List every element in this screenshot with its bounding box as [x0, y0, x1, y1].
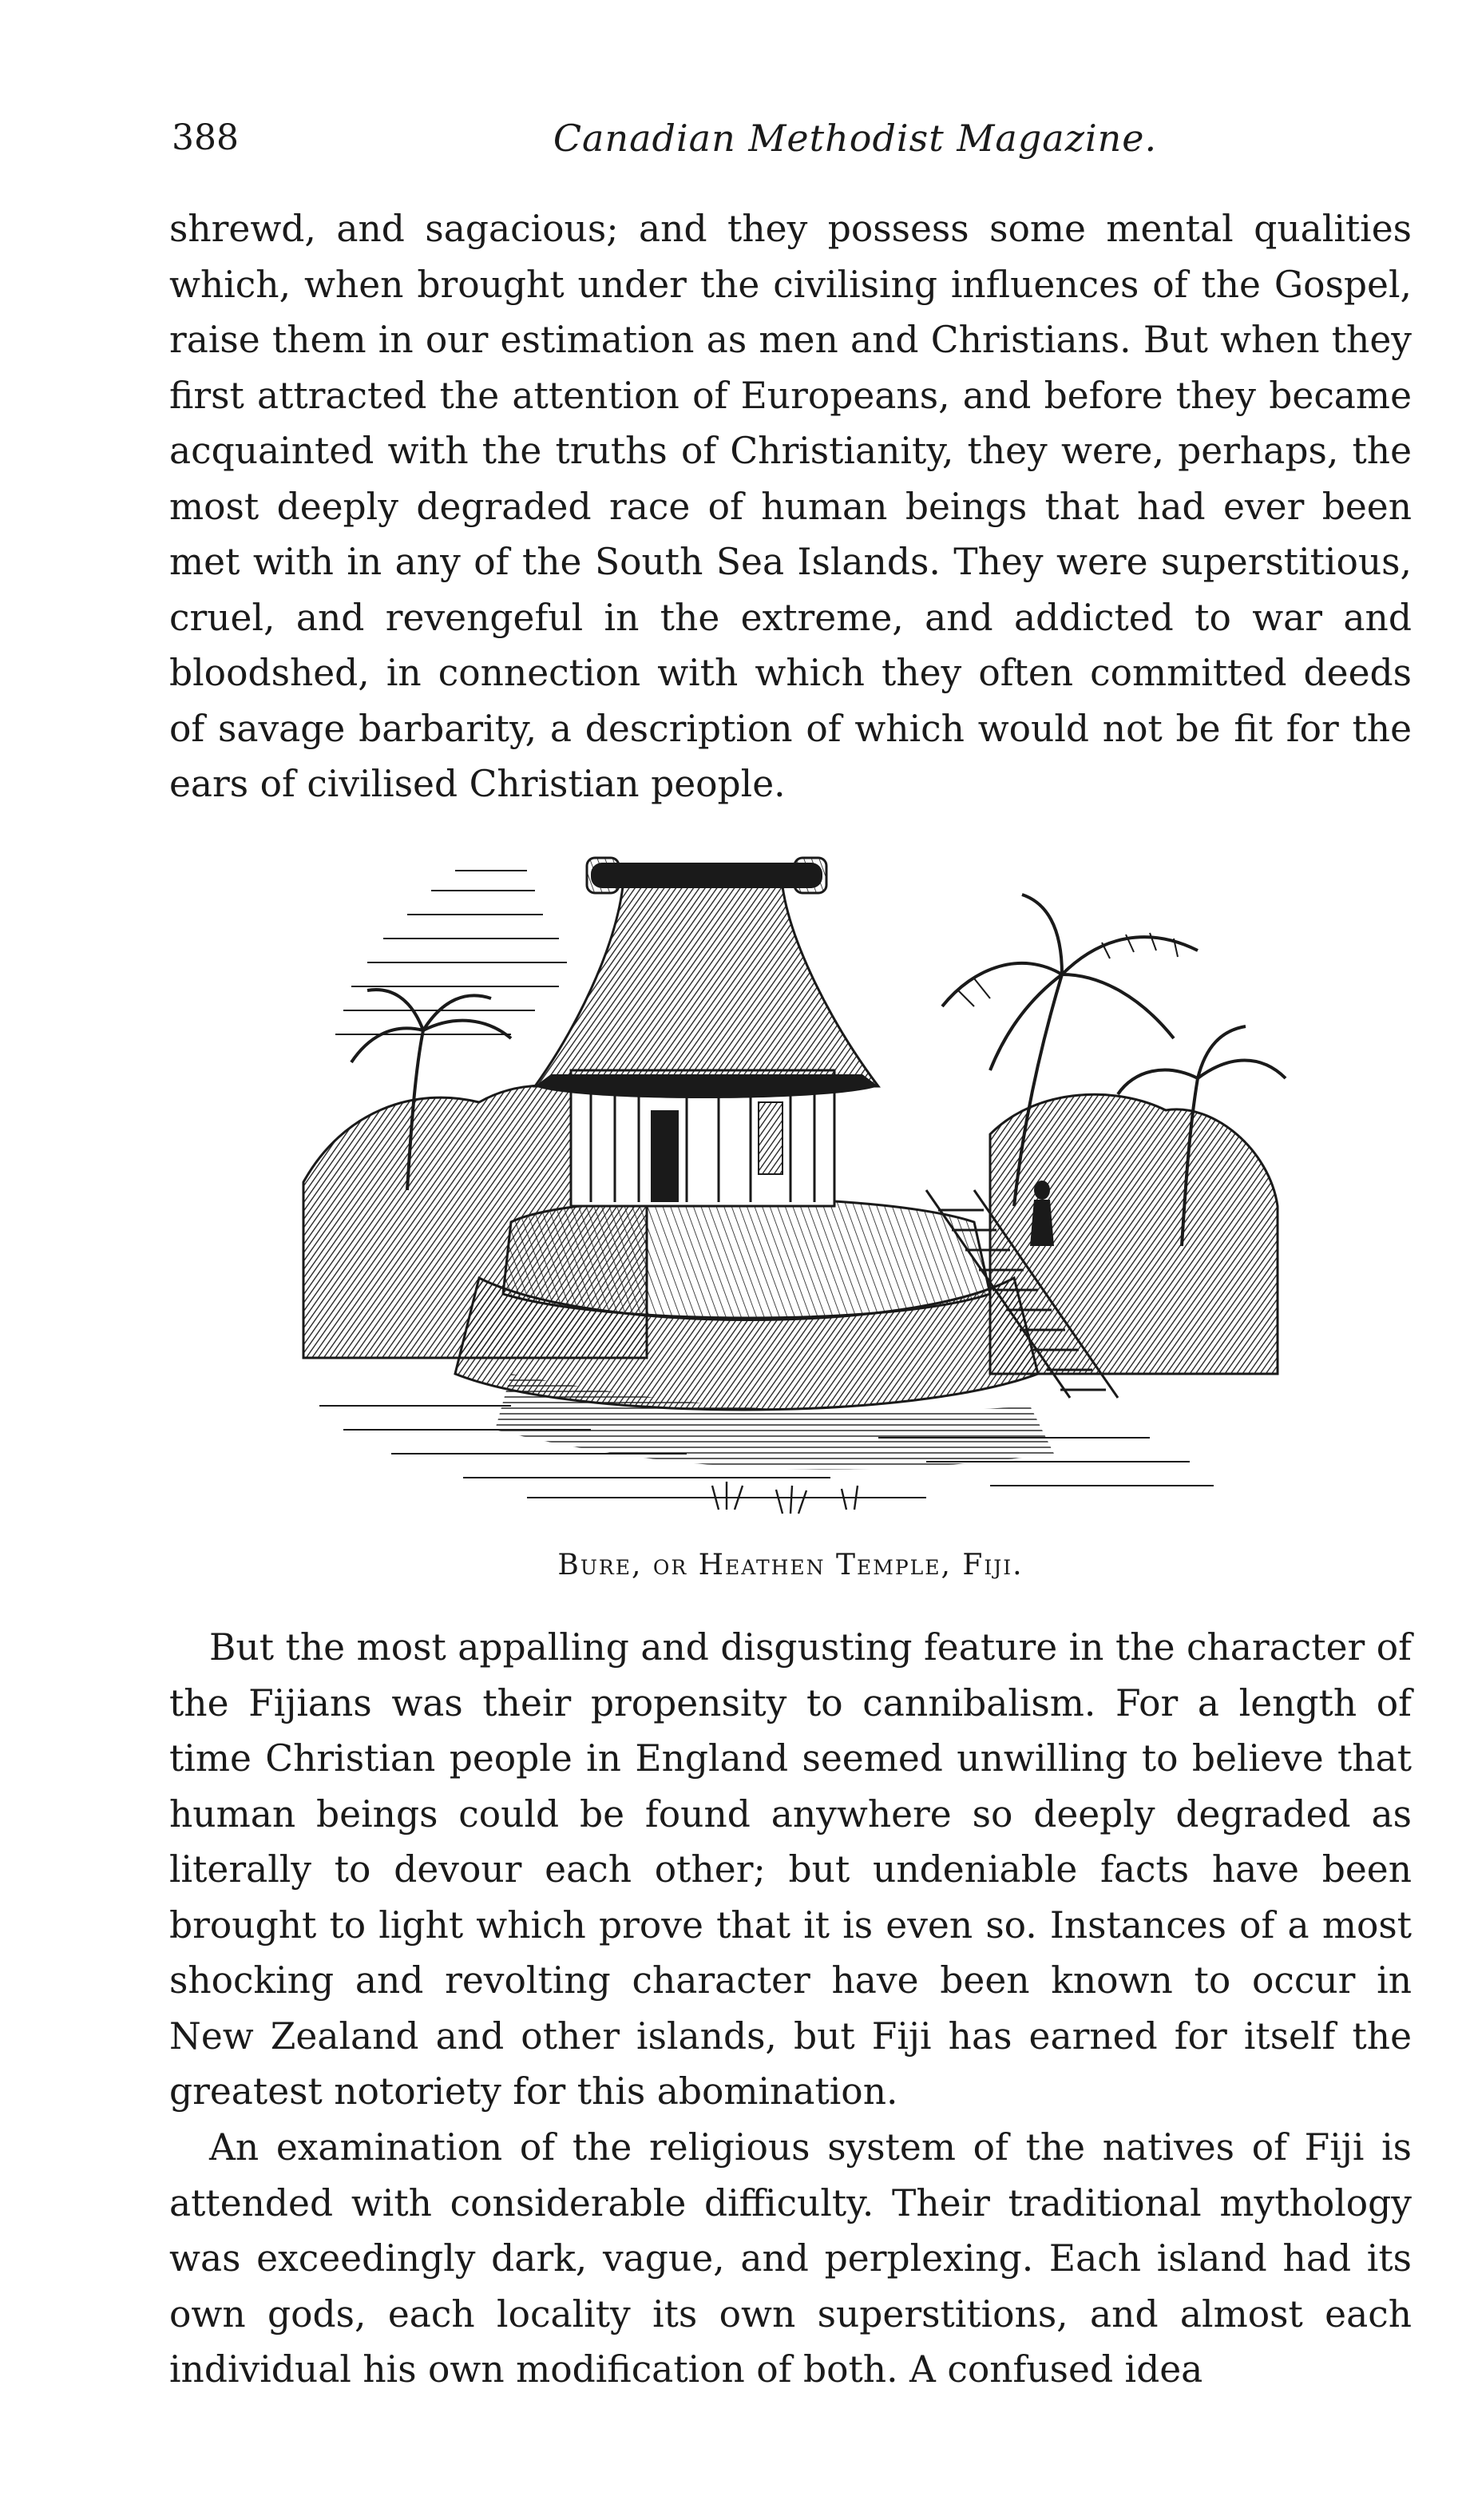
engraving-illustration	[271, 847, 1309, 1542]
page-number: 388	[172, 117, 239, 158]
body-paragraph: An examination of the religious system of the natives of Fiji is attended with considerable difficulty. Their traditional mythology was exceedingly dark, vague, and perplexing. Each island had its own gods, each locality its own superstitions, and almost each individual his own modification of both. A confused idea	[169, 2126, 1412, 2391]
temple-engraving-icon	[271, 847, 1309, 1542]
figure-caption: Bure, or Heathen Temple, Fiji.	[557, 1549, 1024, 1581]
body-paragraph: But the most appalling and disgusting feature in the character of the Fijians was their propensity to cannibalism. For a length of time Christian people in England seemed unwilling to believe that human beings could be found anywhere so deeply degraded as literally to devour each other; but undeniable facts have been brought to light which prove that it is even so. Instances of a most shocking and revolting character have been known to occur in New Zealand and other islands, but Fiji has earned for itself the greatest notoriety for this abomination.	[169, 1626, 1412, 2113]
body-paragraph: shrewd, and sagacious; and they possess some mental qualities which, when brought under the civilising influences of the Gospel, raise them in our estimation as men and Christians. But when they first attracted the attention of Europeans, and before they became acquainted with the truths of Christianity, they were, perhaps, the most deeply degraded race of human beings that had ever been met with in any of the South Sea Islands. They were superstitious, cruel, and revengeful in the extreme, and addicted to war and bloodshed, in connection with which they often committed deeds of savage barbarity, a description of which would not be fit for the ears of civilised Christian people.	[169, 208, 1412, 805]
running-head: Canadian Methodist Magazine.	[553, 117, 1158, 160]
page-header	[172, 110, 1411, 166]
